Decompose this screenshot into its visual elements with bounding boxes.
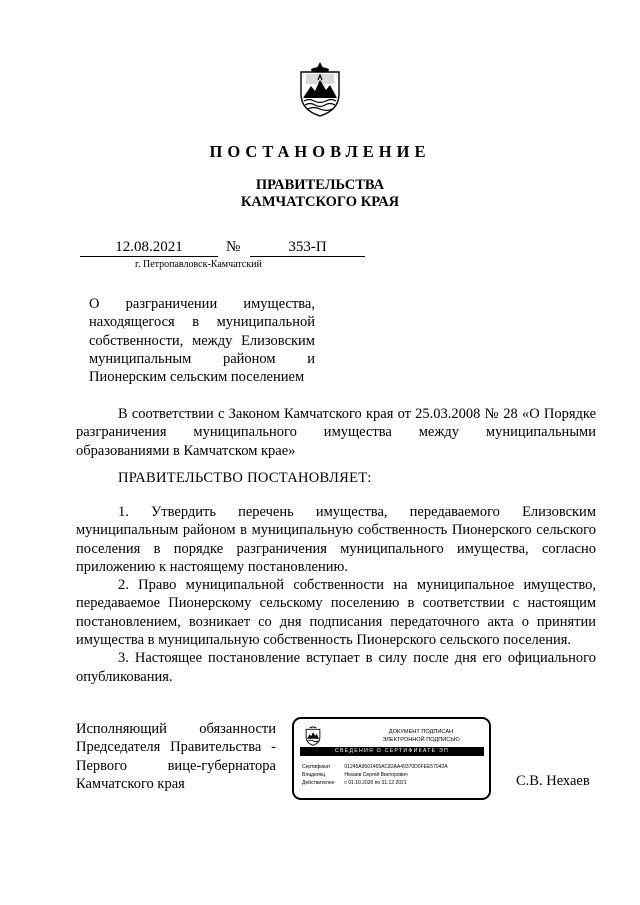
stamp-heading-line: ЭЛЕКТРОННОЙ ПОДПИСЬЮ	[382, 737, 460, 743]
authority-line: ПРАВИТЕЛЬСТВА	[255, 177, 385, 193]
decree-heading: ПРАВИТЕЛЬСТВО ПОСТАНОВЛЯЕТ:	[118, 470, 372, 486]
number-sign: №	[226, 239, 241, 255]
signatory-position	[76, 720, 276, 793]
subject-line: находящегося в муниципальной	[89, 314, 315, 331]
certificate-banner: СВЕДЕНИЯ О СЕРТИФИКАТЕ ЭП	[300, 747, 484, 756]
stamp-row-key: Владелец	[302, 772, 326, 778]
decree-item: 1. Утвердить перечень имущества, передаваемого Елизовским муниципальным районом в муниципальную собственность Пионерского сельского поселения в порядке разграничения муниципального имущества, согласно приложению к настоящему постановлению.	[76, 504, 596, 575]
date-number-line	[80, 239, 365, 257]
document-number: 353-П	[250, 239, 365, 257]
decree-item: 3. Настоящее постановление вступает в силу после дня его официального опубликования.	[76, 650, 596, 685]
stamp-row	[302, 780, 407, 787]
stamp-heading	[356, 728, 486, 744]
subject-line: Пионерским сельским поселением	[89, 369, 305, 386]
stamp-row-value: Нехаев Сергей Викторович	[344, 772, 408, 778]
electronic-signature-stamp	[292, 717, 491, 800]
stamp-row	[302, 772, 408, 779]
signatory-name: С.В. Нехаев	[516, 773, 590, 789]
position-line: Председателя Правительства -	[76, 739, 276, 756]
position-line: Первого вице-губернатора	[76, 757, 276, 774]
authority-line: КАМЧАТСКОГО КРАЯ	[240, 194, 400, 210]
subject-line: собственности, между Елизовским	[89, 332, 315, 349]
document-title: ПОСТАНОВЛЕНИЕ	[209, 142, 431, 161]
decree-items	[76, 503, 596, 686]
position-line: Камчатского края	[76, 775, 185, 792]
subject-line: муниципальным районом и	[89, 350, 315, 367]
stamp-emblem-icon	[304, 725, 322, 746]
document-date: 12.08.2021	[80, 239, 218, 257]
coat-of-arms-icon	[297, 60, 343, 118]
position-line: Исполняющий обязанности	[76, 721, 276, 737]
stamp-row-key: Действителен	[302, 780, 335, 786]
stamp-row-value: 01245A9501465AC82AA49370D0FEE57042A	[344, 764, 448, 770]
city-label: г. Петропавловск-Камчатский	[135, 259, 262, 270]
stamp-row-key: Сертификат	[302, 764, 331, 770]
preamble-paragraph	[76, 405, 596, 460]
subject-line: О разграничении имущества,	[89, 296, 315, 312]
issuing-authority	[0, 177, 640, 211]
document-subject	[89, 295, 315, 386]
preamble-text: В соответствии с Законом Камчатского края от 25.03.2008 № 28 «О Порядке разграничения муниципального имущества между муниципальными образованиями в Камчатском крае»	[76, 406, 596, 459]
stamp-row-value: с 01.10.2020 по 31.12.2021	[344, 780, 407, 786]
stamp-row	[302, 764, 448, 771]
decree-item: 2. Право муниципальной собственности на муниципальное имущество, передаваемое Пионерскому сельскому поселению в соответствии с настоящим постановлением, возникает со дня подписания передаточного акта о принятии имущества в муниципальную собственность Пионерского сельского поселения.	[76, 577, 596, 649]
stamp-heading-line: ДОКУМЕНТ ПОДПИСАН	[388, 729, 454, 735]
